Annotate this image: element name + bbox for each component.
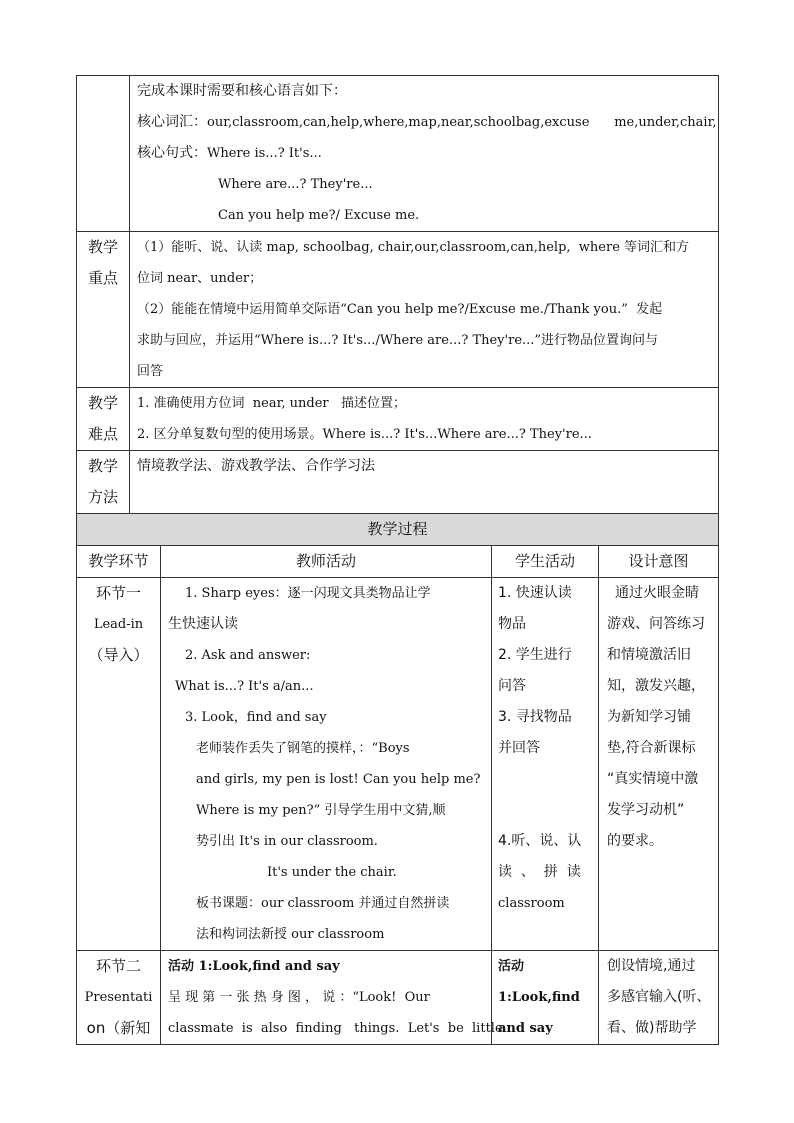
teacher-line: It's under the chair. (267, 865, 397, 880)
key-points-label-bottom: 重点 (87, 269, 118, 287)
student-line: 1. 快速认读 (498, 585, 572, 601)
intent-line: 看、做)帮助学 (607, 1020, 697, 1036)
step1-intent-cell (599, 578, 719, 951)
teacher-line: 法和构词法新授 our classroom (196, 927, 385, 942)
key-points-label (77, 232, 130, 388)
student-line: and say (498, 1021, 553, 1036)
step1-student-cell (492, 578, 599, 951)
student-line: 活动 (498, 959, 525, 974)
step1-teacher-cell (161, 578, 492, 951)
student-line: classroom (498, 896, 565, 911)
core-vocab-line (137, 107, 718, 138)
key-points-label-top: 教学 (87, 238, 118, 256)
intent-line: 为新知学习铺 (607, 709, 691, 725)
step1-label-line: 环节一 (95, 584, 141, 602)
process-title-row (77, 514, 719, 546)
difficulties-label (77, 388, 130, 451)
intent-line: 通过火眼金睛 (615, 585, 699, 601)
key-points-line: 位词 near、under； (137, 271, 263, 286)
step2-label-line: on（新知 (86, 1019, 151, 1037)
step2-label (77, 951, 161, 1045)
intent-line: 发学习动机” (607, 802, 685, 818)
step1-label (77, 578, 161, 951)
step1-label-line: Lead-in (93, 617, 144, 632)
key-points-line: 回答 (137, 364, 164, 379)
teacher-line: 呈 现 第 一 张 热 身 图 ， 说 ：“Look! Our (168, 990, 430, 1005)
intent-line: 创设情境,通过 (607, 958, 696, 974)
process-title: 教学过程 (77, 514, 719, 546)
core-vocab-text: our,classroom,can,help,where,map,near,schoolbag,excuse me,under,chair, (207, 115, 717, 130)
intent-line: “真实情境中激 (607, 771, 699, 787)
core-language-row (77, 76, 719, 232)
core-pattern-3: Can you help me?/ Excuse me. (218, 208, 420, 223)
teacher-line: and girls, my pen is lost! Can you help me? (196, 772, 481, 787)
student-line: 3. 寻找物品 (498, 709, 572, 725)
student-line: 并回答 (498, 740, 540, 756)
lesson-info-table (76, 75, 719, 514)
intent-line: 和情境激活旧 (607, 647, 691, 663)
header-step: 教学环节 (77, 546, 161, 578)
step2-teacher-cell (161, 951, 503, 1045)
student-line: 物品 (498, 616, 526, 632)
methods-cell (130, 451, 719, 514)
teacher-line: classmate is also finding things. Let's be little (168, 1021, 503, 1036)
difficulties-label-top: 教学 (87, 394, 118, 412)
student-line (498, 795, 598, 826)
teacher-line: 活动 1:Look,find and say (168, 959, 340, 974)
core-pattern-label: 核心句式： (137, 145, 207, 161)
intent-line: 知，激发兴趣， (607, 678, 705, 694)
difficulties-label-bottom: 难点 (87, 425, 118, 443)
teacher-line: 老师装作丢失了钢笔的摸样，：“Boys (196, 741, 410, 756)
methods-label (77, 451, 130, 514)
intro-line: 完成本课时需要和核心语言如下： (137, 83, 347, 99)
step2-intent-cell (599, 951, 719, 1045)
methods-label-top: 教学 (87, 457, 118, 475)
intent-line: 垫,符合新课标 (607, 740, 696, 756)
student-line: 2. 学生进行 (498, 647, 572, 663)
student-line (498, 764, 598, 795)
step1-row (77, 578, 719, 951)
core-pattern-2: Where are...? They're... (218, 177, 373, 192)
teacher-line: 1. Sharp eyes：逐一闪现文具类物品让学 (185, 586, 431, 601)
header-teacher: 教师活动 (161, 546, 492, 578)
core-language-cell (130, 76, 719, 232)
step2-label-line: Presentati (84, 990, 153, 1005)
difficulties-cell (130, 388, 719, 451)
key-points-row (77, 232, 719, 388)
step2-row (77, 951, 719, 1045)
teaching-process-table (76, 513, 719, 1045)
teacher-line: 生快速认读 (168, 616, 238, 632)
core-language-label-cell (77, 76, 130, 232)
difficulties-line: 1. 准确使用方位词 near, under 描述位置； (137, 396, 407, 411)
key-points-line: 求助与回应，并运用“Where is...? It's.../Where are...? They're...”进行物品位置询问与 (137, 333, 659, 348)
student-line: 问答 (498, 678, 526, 694)
step2-student-cell (492, 951, 599, 1045)
teacher-line: 3. Look，find and say (185, 710, 327, 725)
header-intent: 设计意图 (599, 546, 719, 578)
methods-line: 情境教学法、游戏教学法、合作学习法 (137, 458, 375, 474)
core-pattern-1: Where is...? It's... (207, 146, 322, 161)
methods-label-bottom: 方法 (87, 488, 118, 506)
methods-row (77, 451, 719, 514)
student-line: 读 、 拼 读 (498, 864, 581, 880)
teacher-line: Where is my pen?” 引导学生用中文猜,顺 (196, 803, 446, 818)
teacher-line: 2. Ask and answer: (185, 648, 311, 663)
step2-label-line: 环节二 (95, 957, 141, 975)
teacher-line: 板书课题：our classroom 并通过自然拼读 (196, 896, 450, 911)
teacher-line: What is...? It's a/an... (175, 679, 314, 694)
intent-line: 游戏、问答练习 (607, 616, 705, 632)
core-pattern-line (137, 138, 718, 169)
core-vocab-label: 核心词汇： (137, 114, 207, 130)
teacher-line: 势引出 It's in our classroom. (196, 834, 378, 849)
intent-line: 的要求。 (607, 833, 663, 849)
intent-line: 多感官输入(听、 (607, 989, 711, 1005)
key-points-line: （1）能听、说、认读 map, schoolbag, chair,our,classroom,can,help, where 等词汇和方 (137, 240, 690, 255)
process-header-row (77, 546, 719, 578)
student-line: 4.听、说、认 (498, 833, 582, 849)
difficulties-row (77, 388, 719, 451)
step1-label-line: （导入） (88, 646, 149, 664)
key-points-line: （2）能能在情境中运用简单交际语“Can you help me?/Excuse me./Thank you.” 发起 (137, 302, 663, 317)
lesson-plan-page (76, 75, 718, 1045)
student-line: 1:Look,find (498, 990, 580, 1005)
difficulties-line: 2. 区分单复数句型的使用场景。Where is...? It's...Where are...? They're... (137, 427, 592, 442)
key-points-cell (130, 232, 719, 388)
header-student: 学生活动 (492, 546, 599, 578)
